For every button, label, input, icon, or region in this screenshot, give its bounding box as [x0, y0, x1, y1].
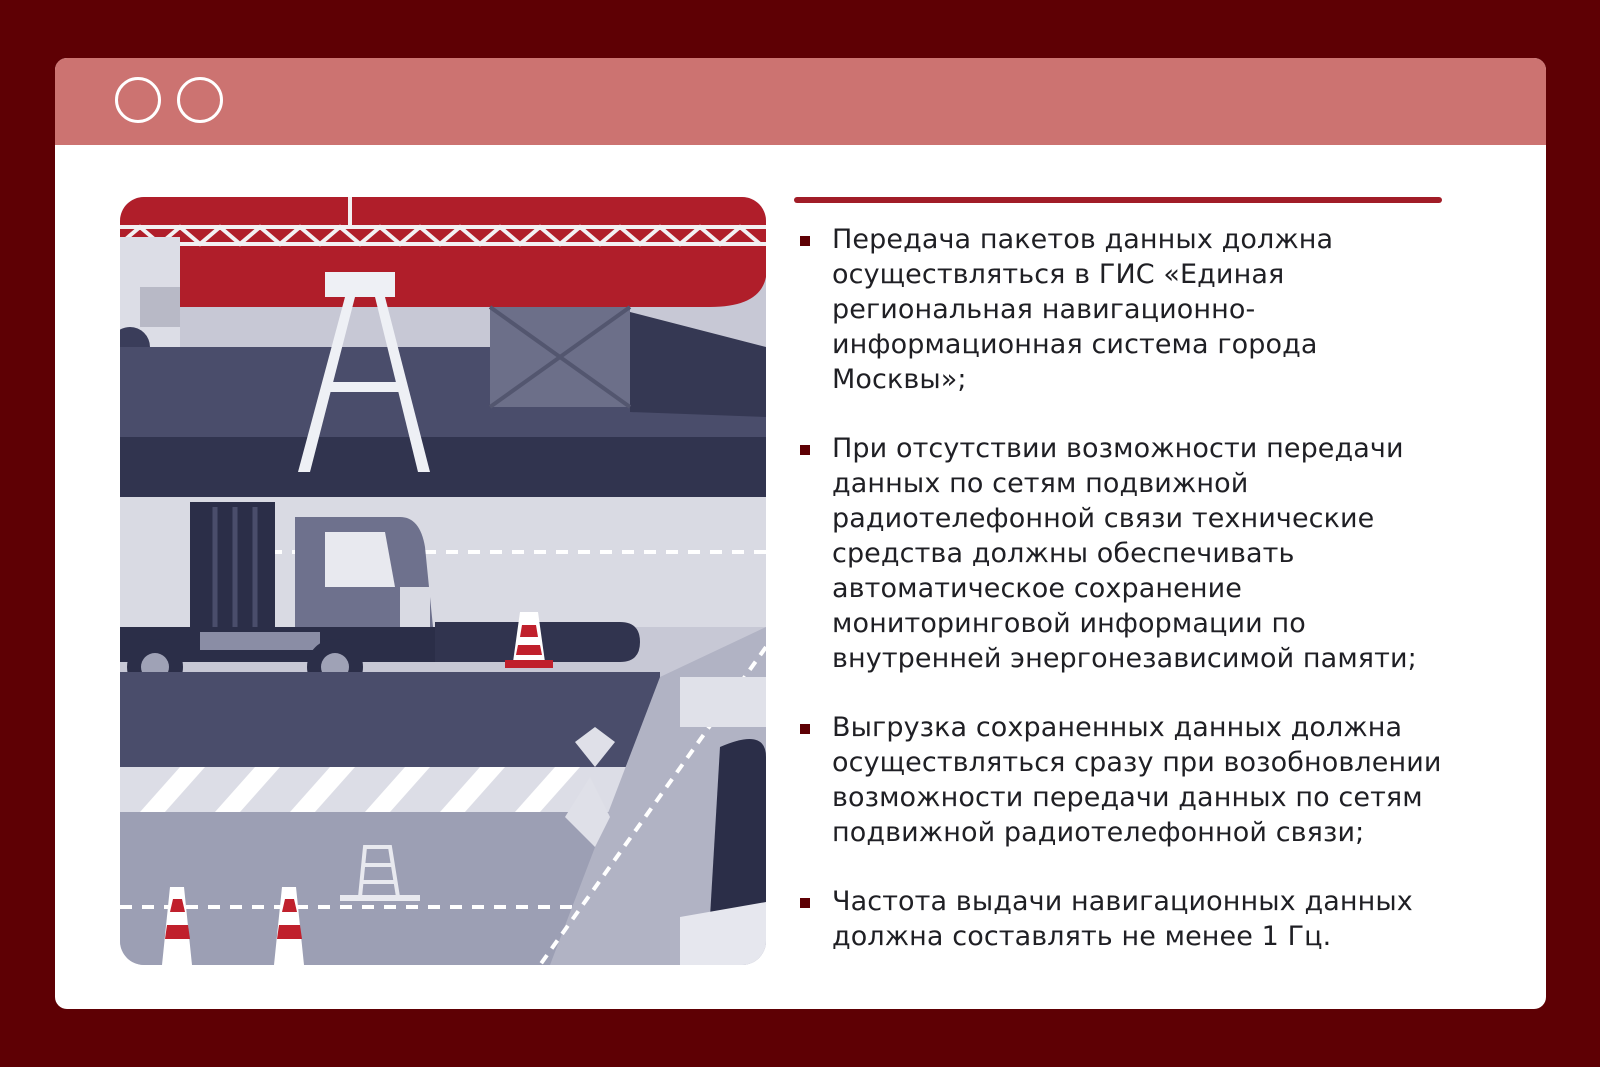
window-control-circle-icon[interactable] — [177, 77, 223, 123]
list-item-line: осуществляться сразу при возобновлении — [832, 747, 1442, 778]
list-item-line: осуществляться в ГИС «Единая — [832, 259, 1285, 290]
square-bullet-icon — [800, 898, 810, 908]
square-bullet-icon — [800, 236, 810, 246]
list-item-line: возможности передачи данных по сетям — [832, 782, 1423, 813]
list-item-line: Выгрузка сохраненных данных должна — [832, 712, 1403, 743]
window-titlebar — [55, 58, 1546, 145]
illustration-graphic — [120, 197, 766, 965]
list-item-line: информационная система города — [832, 329, 1318, 360]
window-control-circle-icon[interactable] — [115, 77, 161, 123]
list-item-line: должна составлять не менее 1 Гц. — [832, 921, 1332, 952]
list-item — [800, 222, 1500, 397]
list-item — [800, 710, 1500, 850]
list-item-line: Частота выдачи навигационных данных — [832, 886, 1413, 917]
transport-illustration — [120, 197, 766, 965]
list-item — [800, 431, 1500, 676]
list-item-line: данных по сетям подвижной — [832, 468, 1249, 499]
list-item-line: региональная навигационно- — [832, 294, 1256, 325]
list-item — [800, 884, 1500, 954]
slide-window — [55, 58, 1546, 1009]
square-bullet-icon — [800, 445, 810, 455]
list-item-line: мониторинговой информации по — [832, 608, 1306, 639]
list-item-line: При отсутствии возможности передачи — [832, 433, 1404, 464]
list-item-line: средства должны обеспечивать — [832, 538, 1295, 569]
list-item-line: Передача пакетов данных должна — [832, 224, 1334, 255]
list-item-line: Москвы»; — [832, 364, 967, 395]
square-bullet-icon — [800, 724, 810, 734]
list-item-line: радиотелефонной связи технические — [832, 503, 1375, 534]
requirements-list — [800, 222, 1500, 954]
list-item-line: подвижной радиотелефонной связи; — [832, 817, 1365, 848]
list-item-line: автоматическое сохранение — [832, 573, 1242, 604]
accent-divider — [794, 197, 1442, 203]
list-item-line: внутренней энергонезависимой памяти; — [832, 643, 1417, 674]
